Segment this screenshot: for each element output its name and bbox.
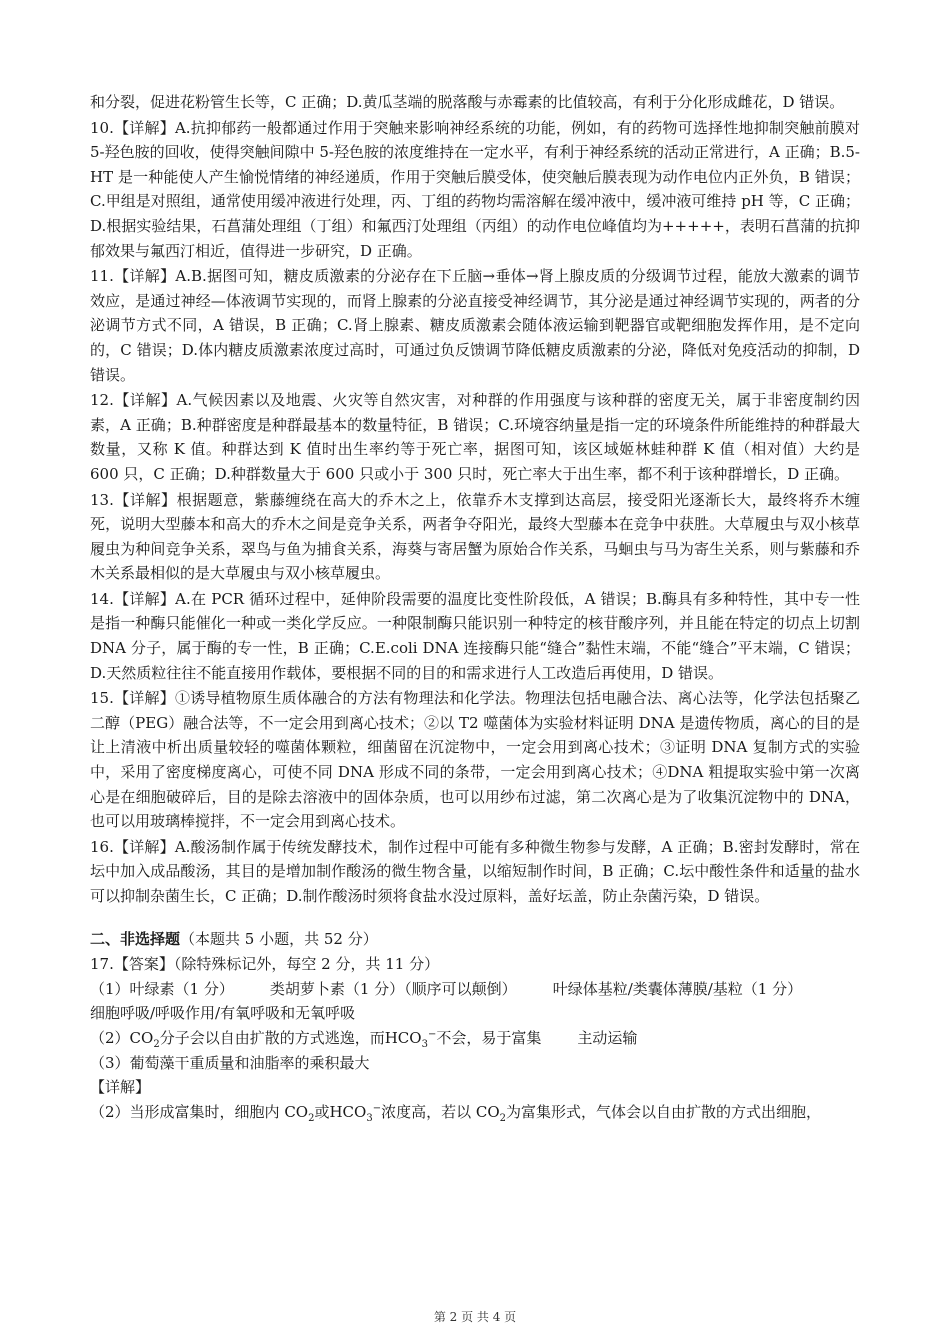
explanation-q10 [90, 116, 860, 264]
explanation-q14 [90, 587, 860, 685]
paragraph-continuation: 和分裂，促进花粉管生长等，C 正确；D.黄瓜茎端的脱落酸与赤霉素的比值较高，有利于分化形成雌花，D 错误。 [90, 93, 845, 111]
answer-note: （除特殊标记外，每空 2 分，共 11 分） [173, 955, 440, 974]
q17-detail-label: 【详解】 [90, 1078, 151, 1097]
question-label: 14.【详解】 [90, 589, 176, 608]
explanation-q11 [90, 264, 860, 387]
page-footer: 第 2 页 共 4 页 [433, 1310, 517, 1324]
explanation-text: A.在 PCR 循环过程中，延伸阶段需要的温度比变性阶段低，A 错误；B.酶具有多种特性，其中专一性是指一种酶只能催化一种或一类化学反应。一种限制酶只能识别一种特定的核苷酸序列，并且能在特定的切点上切割 DNA 分子，属于酶的专一性，B 正确；C.E.coli DNA 连接酶只能“缝合”黏性末端，不能“缝合”平末端，C 错误；D.天然质粒往往不能直接用作载体，要根据不同的目的和需求进行人工改造后再使用，D 错误。 [90, 589, 860, 682]
q17-answer-line-1: （1）叶绿素（1 分） 类胡萝卜素（1 分）（顺序可以颠倒） 叶绿体基粒/类囊体薄膜/基粒（1 分） [90, 979, 803, 998]
explanation-text: A.酸汤制作属于传统发酵技术，制作过程中可能有多种微生物参与发酵，A 正确；B.密封发酵时，常在坛中加入成品酸汤，其目的是增加制作酸汤的微生物含量，以缩短制作时间，B 正确；C.坛中酸性条件和适量的盐水可以抑制杂菌生长，C 正确；D.制作酸汤时须将食盐水没过原料，盖好坛盖，防止杂菌污染，D 错误。 [90, 837, 860, 905]
explanation-text: ①诱导植物原生质体融合的方法有物理法和化学法。物理法包括电融合法、离心法等，化学法包括聚乙二醇（PEG）融合法等，不一定会用到离心技术；②以 T2 噬菌体为实验材料证明 DNA 是遗传物质，离心的目的是让上清液中析出质量较轻的噬菌体颗粒，细菌留在沉淀物中，一定会用到离心技术；③证明 DNA 复制方式的实验中，采用了密度梯度离心，可使不同 DNA 形成不同的条带，一定会用到离心技术；④DNA 粗提取实验中第一次离心是在细胞破碎后，目的是除去溶液中的固体杂质，也可以用纱布过滤，第二次离心是为了收集沉淀物中的 DNA，也可以用玻璃棒搅拌，不一定会用到离心技术。 [90, 689, 860, 831]
explanation-text: A.抗抑郁药一般都通过作用于突触来影响神经系统的功能，例如，有的药物可选择性地抑制突触前膜对 5-羟色胺的回收，使得突触间隙中 5-羟色胺的浓度维持在一定水平，有利于神经系统的活动正常进行，A 正确；B.5-HT 是一种能使人产生愉悦情绪的神经递质，作用于突触后膜受体，使突触后膜表现为动作电位内正外负，B 错误；C.甲组是对照组，通常使用缓冲液进行处理，丙、丁组的药物均需溶解在缓冲液中，缓冲液可维持 pH 等，C 正确；D.根据实验结果，石菖蒲处理组（丁组）和氟西汀处理组（丙组）的动作电位峰值均为+++++，表明石菖蒲的抗抑郁效果与氟西汀相近，值得进一步研究，D 正确。 [90, 118, 861, 260]
explanation-q16 [90, 835, 860, 909]
q17-answer-line-2: 细胞呼吸/呼吸作用/有氧呼吸和无氧呼吸 [90, 1004, 356, 1023]
question-label: 16.【详解】 [90, 837, 175, 856]
section-subtitle: （本题共 5 小题，共 52 分） [180, 929, 378, 948]
question-label: 12.【详解】 [90, 391, 177, 410]
question-label: 11.【详解】 [90, 267, 176, 286]
question-label: 13.【详解】 [90, 490, 177, 509]
explanation-q13 [90, 488, 860, 586]
q17-answer-line-3: $(2)CO_2$分子会以自由扩散的方式逃逸，而$HCO_3^-$不会，易于富集 主动运输 [90, 1028, 638, 1050]
explanation-text: A.B.据图可知，糖皮质激素的分泌存在下丘脑→垂体→肾上腺皮质的分级调节过程，能放大激素的调节效应，是通过神经—体液调节实现的，而肾上腺素的分泌直接受神经调节，其分泌是通过神经调节实现的，两者的分泌调节方式不同，A 错误，B 正确；C.肾上腺素、糖皮质激素会随体液运输到靶器官或靶细胞发挥作用，是不定向的，C 错误；D.体内糖皮质激素浓度过高时，可通过负反馈调节降低糖皮质激素的分泌，降低对免疫活动的抑制，D 错误。 [90, 267, 860, 384]
question-label: 17.【答案】 [90, 955, 174, 974]
explanation-q15 [90, 686, 860, 834]
section-heading [90, 927, 860, 952]
page-content [90, 90, 860, 1124]
section-title: 二、非选择题 [90, 929, 181, 948]
explanation-text: 根据题意，紫藤缠绕在高大的乔木之上，依靠乔木支撑到达高层，接受阳光逐渐长大，最终将乔木缠死，说明大型藤本和高大的乔木之间是竞争关系，两者争夺阳光，最终大型藤本在竞争中获胜。大草履虫与双小核草履虫为种间竞争关系，翠鸟与鱼为捕食关系，海葵与寄居蟹为原始合作关系，马蛔虫与马为寄生关系，则与紫藤和乔木关系最相似的是大草履虫与双小核草履虫。 [90, 490, 860, 583]
q17-answer-line-4: （3）葡萄藻干重质量和油脂率的乘积最大 [90, 1053, 370, 1072]
explanation-text: A.气候因素以及地震、火灾等自然灾害，对种群的作用强度与该种群的密度无关，属于非密度制约因素，A 正确；B.种群密度是种群最基本的数量特征，B 错误；C.环境容纳量是指一定的环境条件所能维持的种群最大数量，又称 K 值。种群达到 K 值时出生率约等于死亡率，据图可知，该区域姬林蛙种群 K 值（相对值）大约是 600 只，C 正确；D.种群数量大于 600 只或小于 300 只时，死亡率大于出生率，都不利于该种群增长，D 正确。 [90, 391, 860, 483]
q17-detail-line-1: （2）当形成富集时，细胞内 $CO_2$或$HCO_3^-$浓度高，若以 $CO_2$为富集形式，气体会以自由扩散的方式出细胞， [90, 1102, 822, 1124]
question-label: 15.【详解】 [90, 689, 175, 708]
explanation-q12 [90, 388, 860, 486]
q17-answer-header [90, 952, 860, 977]
question-label: 10.【详解】 [90, 118, 175, 137]
